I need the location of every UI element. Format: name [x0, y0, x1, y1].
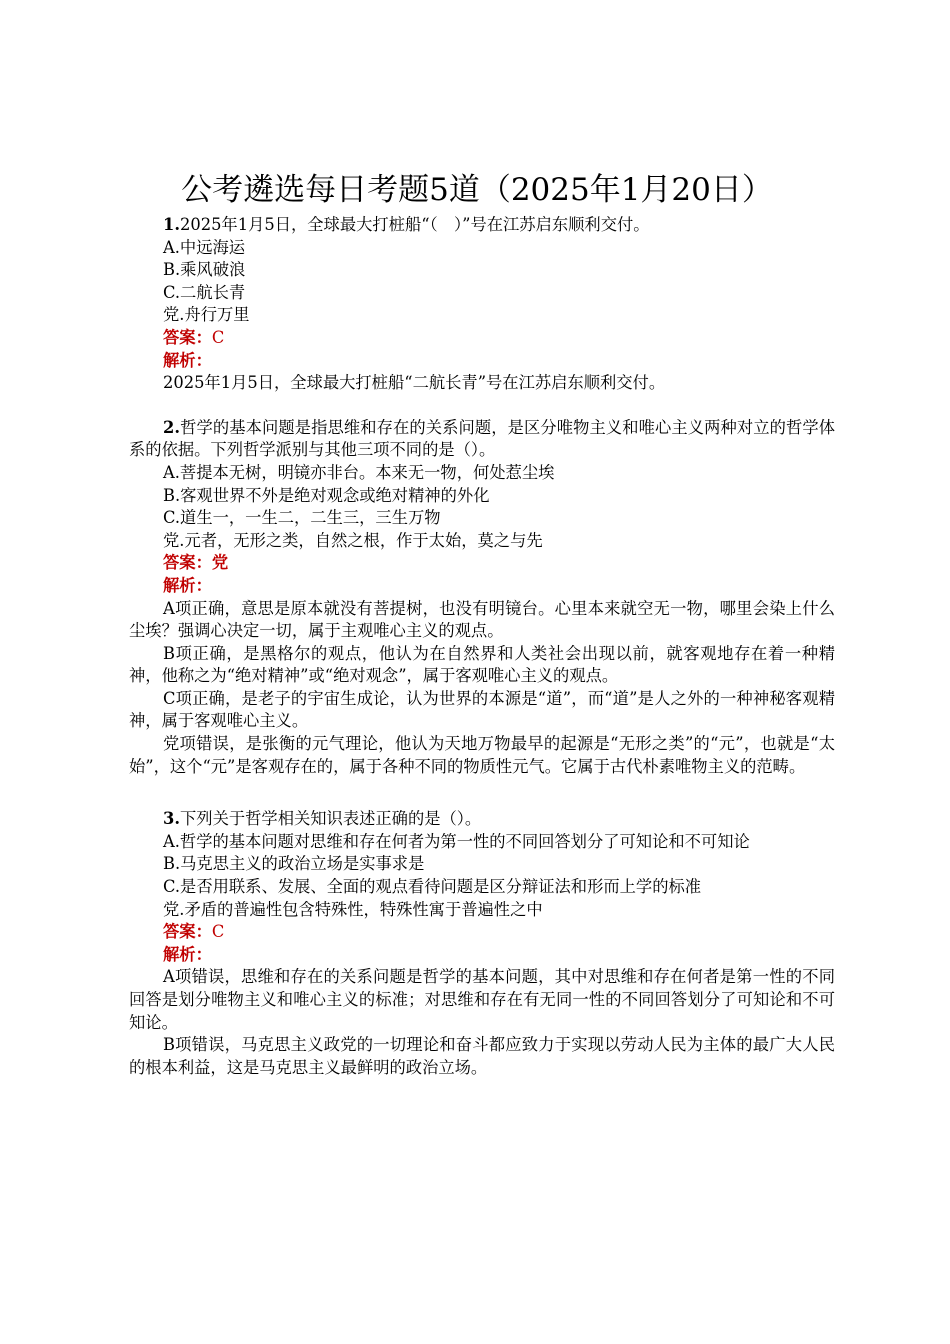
question-1: [129, 214, 835, 395]
option: A.哲学的基本问题对思维和存在何者为第一性的不同回答划分了可知论和不可知论: [163, 831, 750, 851]
option: C.是否用联系、发展、全面的观点看待问题是区分辩证法和形而上学的标准: [163, 877, 702, 897]
question-number: 2.: [163, 417, 180, 437]
analysis-paragraph: 党项错误，是张衡的元气理论，他认为天地万物最早的起源是“无形之类”的“元”，也就是“太始”，这个“元”是客观存在的，属于各种不同的物质性元气。它属于古代朴素唯物主义的范畴。: [129, 734, 835, 776]
option: A.菩提本无树，明镜亦非台。本来无一物，何处惹尘埃: [163, 462, 555, 482]
option: 党.舟行万里: [163, 305, 250, 325]
analysis-paragraph: A项正确，意思是原本就没有菩提树，也没有明镜台。心里本来就空无一物，哪里会染上什么尘埃？强调心决定一切，属于主观唯心主义的观点。: [129, 598, 835, 641]
answer: [129, 552, 835, 575]
analysis-label: 解析：: [163, 575, 212, 595]
question-stem: [129, 808, 835, 831]
page-title: 公考遴选每日考题5道（2025年1月20日）: [181, 172, 773, 208]
option: A.中远海运: [163, 237, 246, 257]
answer-label: 答案：: [163, 922, 212, 942]
analysis-label: 解析：: [163, 350, 212, 370]
analysis-paragraph: B项错误，马克思主义政党的一切理论和奋斗都应致力于实现以劳动人民为主体的最广大人民的根本利益，这是马克思主义最鲜明的政治立场。: [129, 1035, 835, 1077]
question-number: 3.: [163, 809, 180, 829]
option: 党.矛盾的普遍性包含特殊性，特殊性寓于普遍性之中: [163, 899, 543, 919]
question-number: 1.: [163, 215, 180, 234]
analysis-paragraph: B项正确，是黑格尔的观点，他认为在自然界和人类社会出现以前，就客观地存在着一种精神，他称之为“绝对精神”或“绝对观念”，属于客观唯心主义的观点。: [129, 643, 835, 686]
option: C.道生一，一生二，二生三，三生万物: [163, 508, 441, 528]
answer-value: C: [211, 327, 225, 347]
answer-value: 党: [211, 553, 229, 573]
answer-label: 答案：: [163, 327, 212, 347]
option: B.客观世界不外是绝对观念或绝对精神的外化: [163, 485, 490, 505]
option: B.马克思主义的政治立场是实事求是: [163, 854, 425, 874]
analysis-paragraph: 2025年1月5日，全球最大打桩船“二航长青”号在江苏启东顺利交付。: [163, 373, 666, 393]
question-stem: [129, 214, 835, 237]
option: 党.元者，无形之类，自然之根，作于太始，莫之与先: [163, 530, 543, 550]
question-text: 2025年1月5日，全球最大打桩船“（ ）”号在江苏启东顺利交付。: [180, 215, 650, 234]
analysis-paragraph: A项错误，思维和存在的关系问题是哲学的基本问题，其中对思维和存在何者是第一性的不同回答是划分唯物主义和唯心主义的标准；对思维和存在有无同一性的不同回答划分了可知论和不可知论。: [129, 967, 835, 1032]
question-3: [129, 808, 835, 1079]
question-2: [129, 417, 835, 779]
analysis-paragraph: C项正确，是老子的宇宙生成论，认为世界的本源是“道”，而“道”是人之外的一种神秘客观精神，属于客观唯心主义。: [129, 688, 835, 731]
analysis-label: 解析：: [163, 944, 212, 964]
question-text: 哲学的基本问题是指思维和存在的关系问题，是区分唯物主义和唯心主义两种对立的哲学体系的依据。下列哲学派别与其他三项不同的是（）。: [129, 417, 835, 460]
answer-value: C: [211, 922, 225, 942]
option: C.二航长青: [163, 282, 246, 302]
question-stem: [129, 417, 835, 462]
option: B.乘风破浪: [163, 260, 246, 280]
question-text: 下列关于哲学相关知识表述正确的是（）。: [180, 809, 482, 829]
document-page: [129, 168, 835, 1079]
answer-label: 答案：: [163, 553, 212, 573]
answer: [129, 327, 835, 350]
answer: [129, 921, 835, 944]
